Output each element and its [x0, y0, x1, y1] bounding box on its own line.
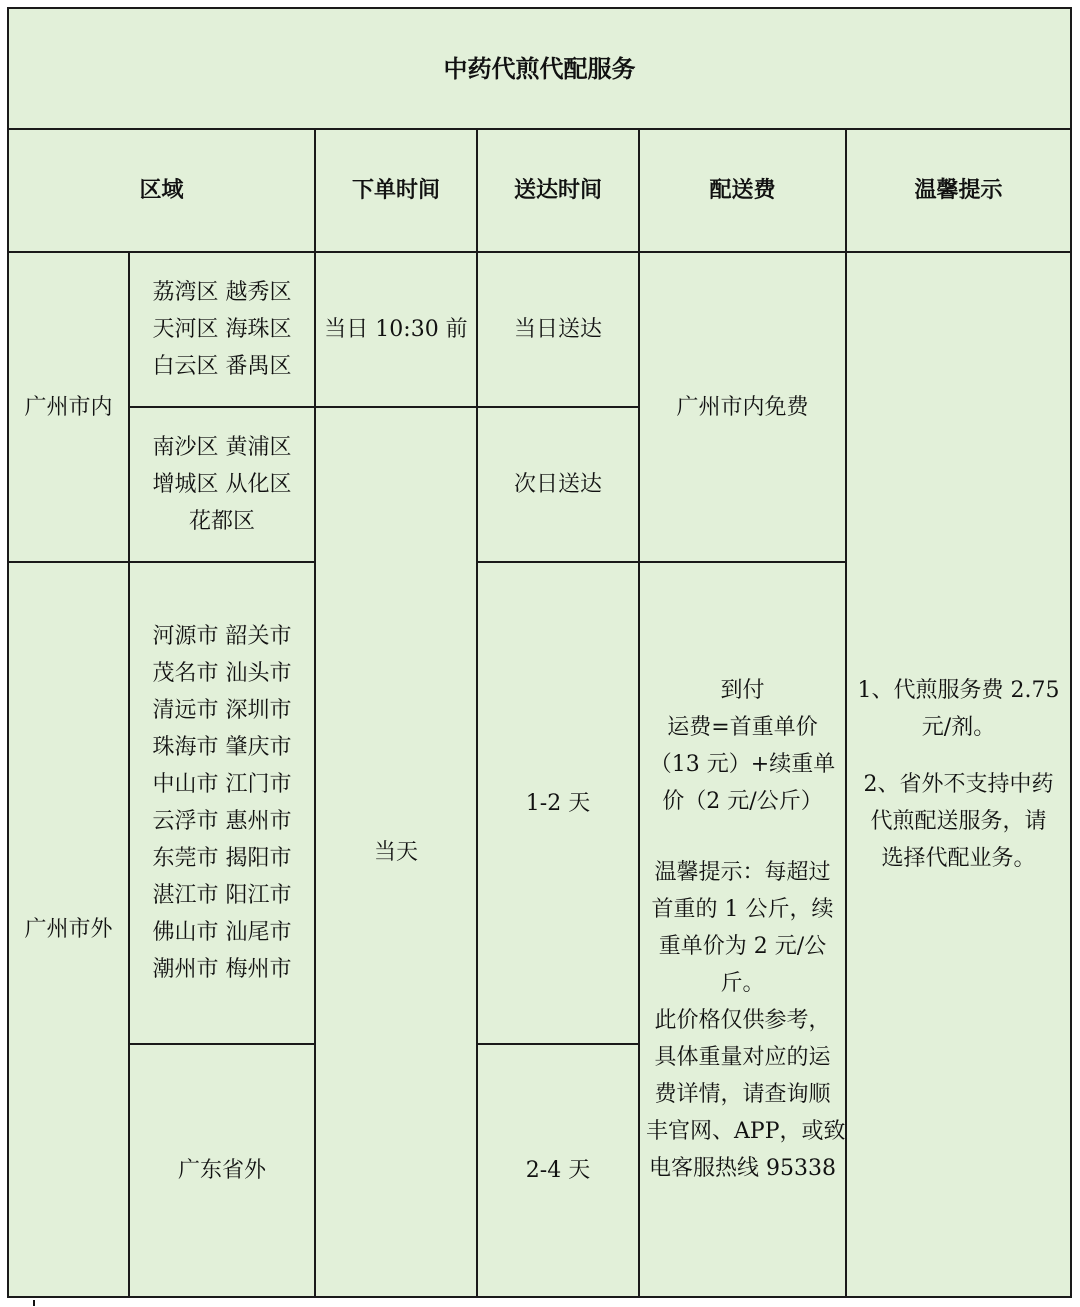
- districts-group-1: [129, 252, 315, 407]
- table-title: 中药代煎代配服务: [8, 8, 1071, 129]
- region-outside-province: 广东省外: [129, 1044, 315, 1297]
- header-tips: 温馨提示: [846, 129, 1071, 252]
- tip-item-1: 1、代煎服务费 2.75 元/剂。: [857, 678, 1060, 740]
- city-line: 珠海市 肇庆市: [152, 735, 292, 760]
- city-line: 湛江市 阳江市: [152, 883, 292, 908]
- delivery-time-2-4-days: 2-4 天: [477, 1044, 639, 1297]
- city-line: 东莞市 揭阳市: [152, 846, 292, 871]
- header-delivery-fee: 配送费: [639, 129, 846, 252]
- fee-note: 温馨提示：每超过 首重的 1 公斤，续 重单价为 2 元/公 斤。 此价格仅供参考， 具体重量对应的运 费详情，请查询顺 丰官网、APP，或致 电客服热线 95338: [646, 860, 846, 1181]
- district-line: 天河区 海珠区: [152, 317, 292, 342]
- district-line: 花都区: [188, 509, 255, 534]
- district-line: 南沙区 黄浦区: [152, 435, 292, 460]
- city-line: 云浮市 惠州市: [152, 809, 292, 834]
- district-line: 白云区 番禺区: [152, 354, 292, 379]
- city-line: 中山市 江门市: [152, 772, 292, 797]
- cities-group: [129, 562, 315, 1044]
- service-table: [7, 7, 1072, 1298]
- stray-mark: [33, 1300, 35, 1306]
- region-guangzhou-outside: 广州市外: [8, 562, 129, 1297]
- delivery-time-1-2-days: 1-2 天: [477, 562, 639, 1044]
- delivery-time-next-day: 次日送达: [477, 407, 639, 562]
- delivery-time-same-day: 当日送达: [477, 252, 639, 407]
- district-line: 增城区 从化区: [152, 472, 292, 497]
- title-row: [8, 8, 1071, 129]
- city-line: 茂名市 汕头市: [152, 661, 292, 686]
- fee-cod-text: 到付 运费=首重单价 （13 元）+续重单 价（2 元/公斤）: [649, 678, 836, 814]
- order-time-same-day-cutoff: 当日 10:30 前: [315, 252, 477, 407]
- fee-cod-cell: [639, 562, 846, 1297]
- districts-group-2: [129, 407, 315, 562]
- district-line: 荔湾区 越秀区: [152, 280, 292, 305]
- city-line: 清远市 深圳市: [152, 698, 292, 723]
- table-row: [8, 252, 1071, 407]
- fee-guangzhou-free: 广州市内免费: [639, 252, 846, 562]
- city-line: 河源市 韶关市: [152, 624, 292, 649]
- order-time-same-day: 当天: [315, 407, 477, 1297]
- tip-item-2: 2、省外不支持中药 代煎配送服务，请 选择代配业务。: [863, 772, 1054, 871]
- city-line: 潮州市 梅州市: [152, 957, 292, 982]
- header-order-time: 下单时间: [315, 129, 477, 252]
- tips-cell: [846, 252, 1071, 1297]
- header-row: [8, 129, 1071, 252]
- city-line: 佛山市 汕尾市: [152, 920, 292, 945]
- header-delivery-time: 送达时间: [477, 129, 639, 252]
- region-guangzhou-inside: 广州市内: [8, 252, 129, 562]
- header-region: 区域: [8, 129, 315, 252]
